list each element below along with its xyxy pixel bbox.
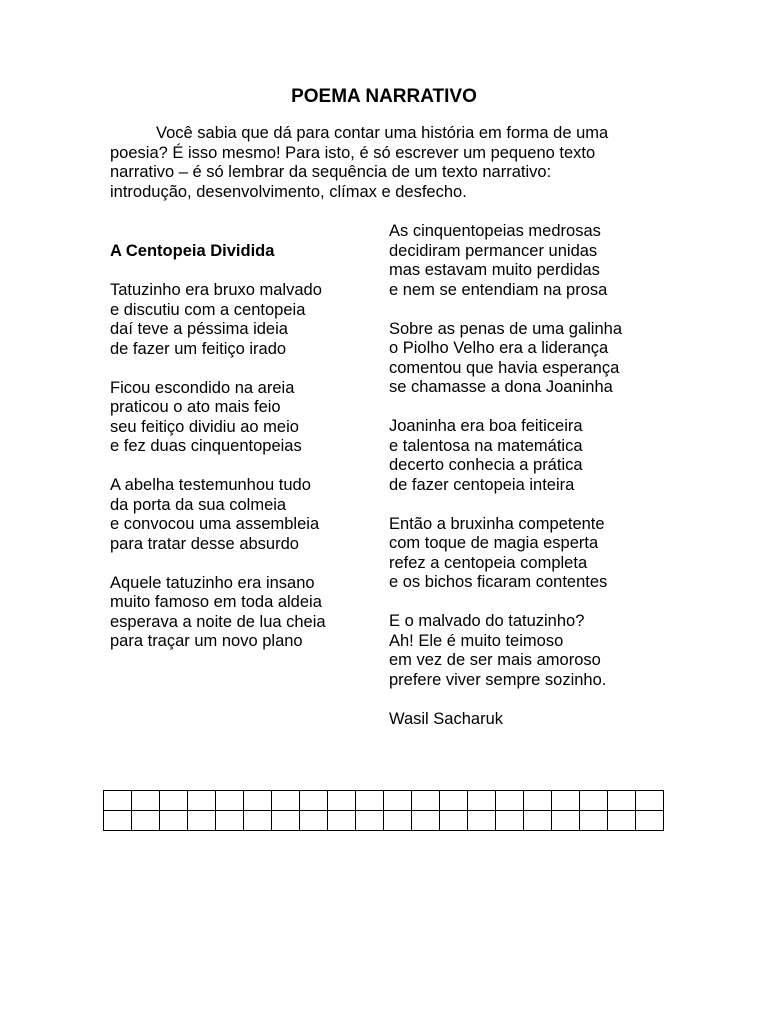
answer-box[interactable] [608,791,636,811]
answer-box[interactable] [356,791,384,811]
stanza-1 [110,281,380,359]
answer-box[interactable] [468,811,496,831]
answer-grid-row [104,811,664,831]
answer-box[interactable] [244,811,272,831]
answer-box[interactable] [216,791,244,811]
verse: praticou o ato mais feio [110,398,281,416]
verse: Tatuzinho era bruxo malvado [110,281,322,299]
intro-line: poesia? É isso mesmo! Para isto, é só escrever um pequeno texto [110,143,596,162]
verse: prefere viver sempre sozinho. [389,670,607,689]
intro-line: narrativo – é só lembrar da sequência de um texto narrativo: [110,163,552,181]
answer-box[interactable] [104,811,132,831]
answer-box[interactable] [496,791,524,811]
answer-box[interactable] [328,791,356,811]
verse: decidiram permancer unidas [389,241,598,260]
answer-box[interactable] [300,791,328,811]
answer-box[interactable] [468,791,496,811]
verse: mas estavam muito perdidas [389,261,600,279]
answer-box[interactable] [132,791,160,811]
answer-box[interactable] [384,791,412,811]
verse: E o malvado do tatuzinho? [389,612,585,630]
intro-line: Você sabia que dá para contar uma história em forma de uma [156,124,609,142]
answer-box[interactable] [552,791,580,811]
stanza-9 [389,612,669,690]
verse: e fez duas cinquentopeias [110,437,302,455]
verse: com toque de magia esperta [389,534,599,552]
verse: Aquele tatuzinho era insano [110,573,315,592]
answer-box[interactable] [552,811,580,831]
answer-box[interactable] [272,811,300,831]
answer-box[interactable] [104,791,132,811]
answer-box[interactable] [440,791,468,811]
stanza-6 [389,320,669,398]
answer-box[interactable] [160,811,188,831]
verse: e convocou uma assembleia [110,515,320,533]
answer-box[interactable] [188,811,216,831]
verse: muito famoso em toda aldeia [110,593,322,611]
stanza-7 [389,417,669,495]
answer-box[interactable] [300,811,328,831]
verse: As cinquentopeias medrosas [389,222,601,240]
answer-box[interactable] [160,791,188,811]
answer-box[interactable] [188,791,216,811]
answer-box[interactable] [412,811,440,831]
answer-box[interactable] [608,811,636,831]
verse: esperava a noite de lua cheia [110,612,326,631]
answer-grid-row [104,791,664,811]
stanza-2 [110,379,380,457]
answer-box[interactable] [244,791,272,811]
answer-box[interactable] [496,811,524,831]
verse: para traçar um novo plano [110,632,303,650]
stanza-8 [389,515,669,593]
verse: de fazer um feitiço irado [110,339,287,358]
verse: para tratar desse absurdo [110,534,299,553]
poem-author: Wasil Sacharuk [389,709,504,728]
verse: refez a centopeia completa [389,553,588,572]
verse: Ficou escondido na areia [110,378,295,397]
stanza-5 [389,222,669,300]
intro-paragraph [110,124,670,202]
answer-box[interactable] [524,791,552,811]
verse: e discutiu com a centopeia [110,300,306,319]
verse: decerto conhecia a prática [389,456,583,474]
answer-box[interactable] [356,811,384,831]
verse: de fazer centopeia inteira [389,475,575,494]
answer-box[interactable] [636,811,664,831]
verse: e talentosa na matemática [389,436,583,455]
answer-box[interactable] [328,811,356,831]
stanza-4 [110,574,380,652]
answer-box[interactable] [412,791,440,811]
answer-box[interactable] [440,811,468,831]
verse: comentou que havia esperança [389,358,620,377]
verse: daí teve a péssima ideia [110,320,288,338]
verse: Joaninha era boa feiticeira [389,417,583,435]
poem-title: A Centopeia Dividida [110,242,275,260]
verse: Sobre as penas de uma galinha [389,319,622,338]
verse: Ah! Ele é muito teimoso [389,631,564,650]
poem-right-column [389,222,669,729]
verse: se chamasse a dona Joaninha [389,378,613,396]
answer-box[interactable] [384,811,412,831]
verse: da porta da sua colmeia [110,495,287,514]
answer-box[interactable] [524,811,552,831]
verse: Então a bruxinha competente [389,514,605,533]
answer-box[interactable] [272,791,300,811]
poem-left-column [110,242,380,671]
stanza-3 [110,476,380,554]
answer-grid [103,790,664,831]
answer-box[interactable] [132,811,160,831]
verse: seu feitiço dividiu ao meio [110,417,299,436]
verse: e nem se entendiam na prosa [389,280,608,299]
answer-box[interactable] [636,791,664,811]
answer-box[interactable] [580,811,608,831]
intro-line: introdução, desenvolvimento, clímax e desfecho. [110,182,467,201]
answer-box[interactable] [580,791,608,811]
verse: em vez de ser mais amoroso [389,651,601,669]
answer-box[interactable] [216,811,244,831]
verse: o Piolho Velho era a liderança [389,339,609,357]
page-title: POEMA NARRATIVO [291,86,477,107]
verse: A abelha testemunhou tudo [110,476,311,494]
verse: e os bichos ficaram contentes [389,573,608,591]
